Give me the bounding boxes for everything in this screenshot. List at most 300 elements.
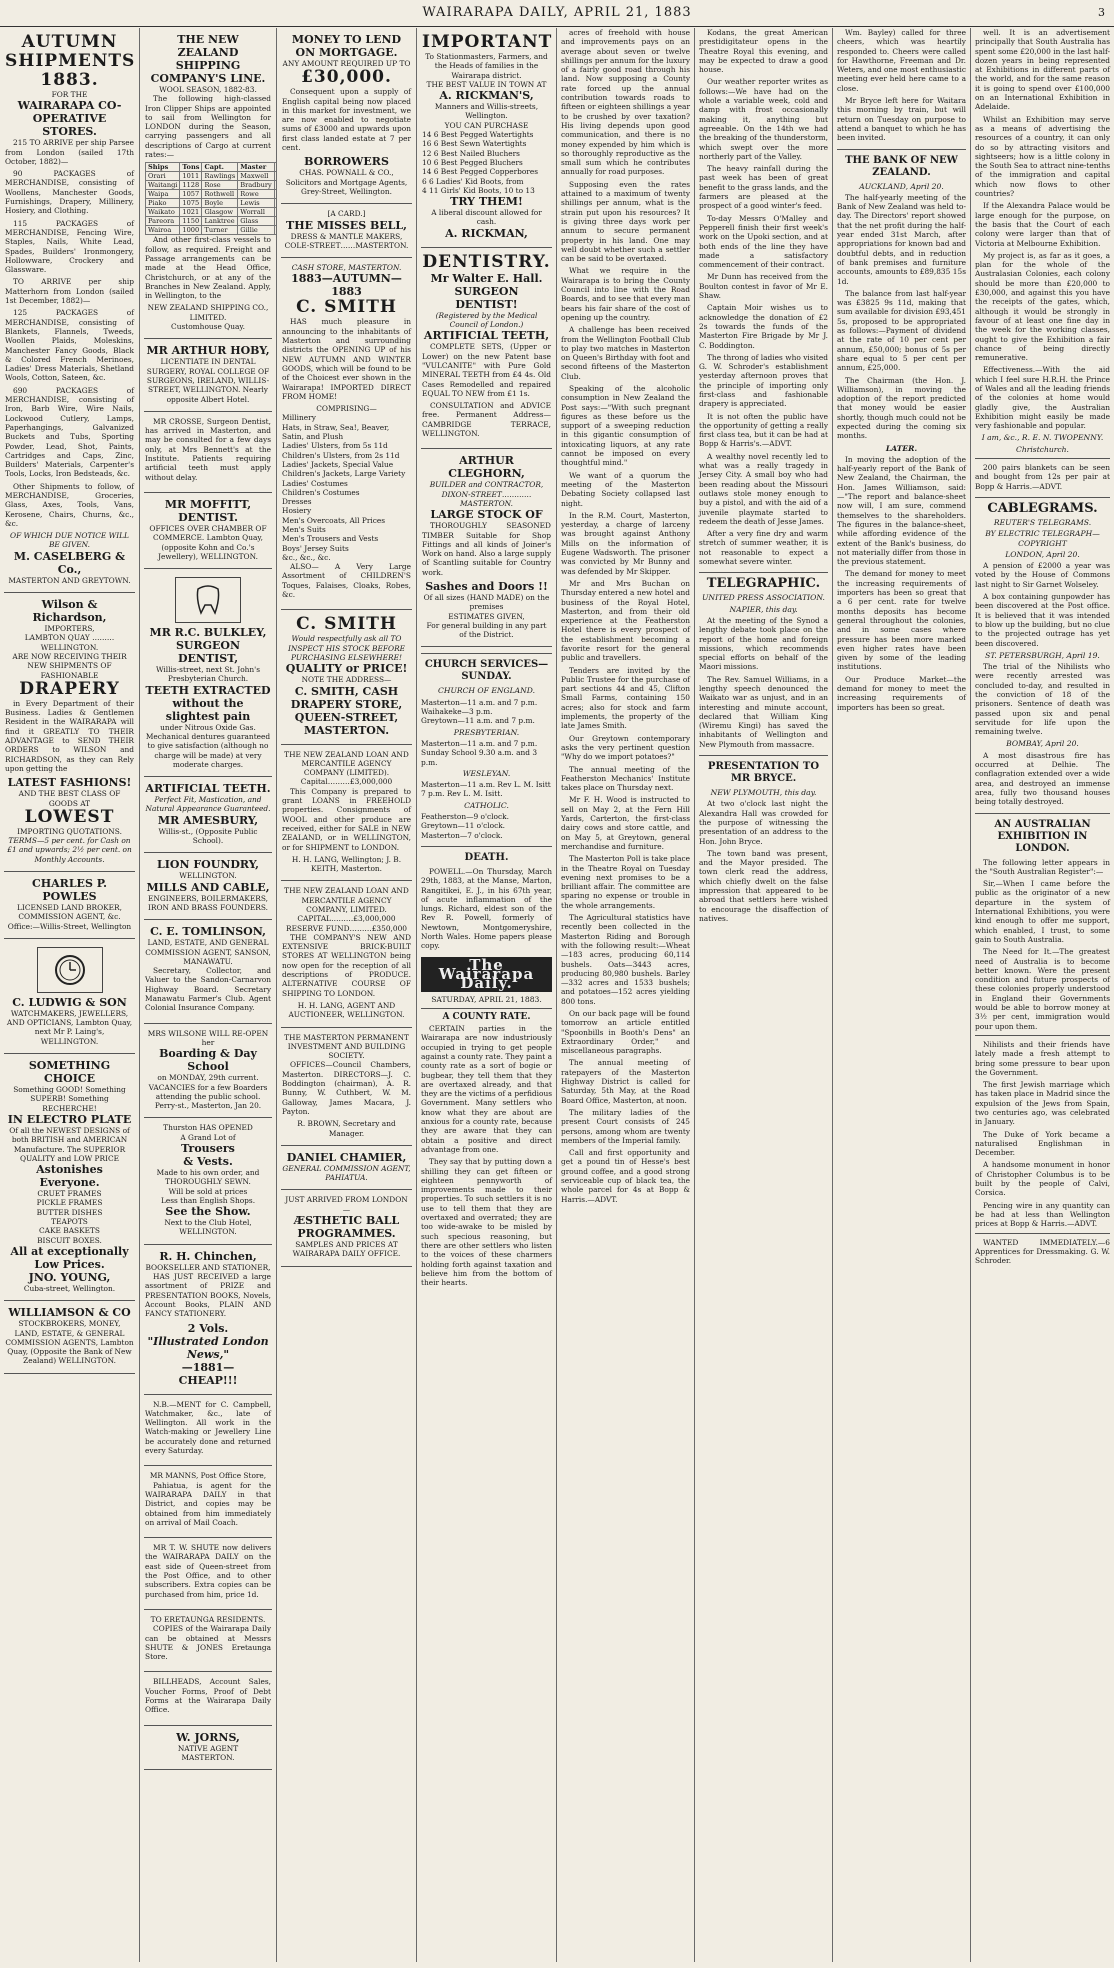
ad-terms: TERMS—5 per cent. for Cash on £1 and upwards; 2½ per cent. on Monthly Accounts.	[7, 836, 132, 864]
ad-date: Perry-st., Masterton, Jan 20.	[154, 1101, 262, 1111]
ad-year: 1883.	[40, 70, 99, 90]
ad-campbell	[144, 1395, 272, 1467]
table-cell: Boyle	[202, 199, 238, 208]
ad-item: 115 PACKAGES of MERCHANDISE, Fencing Wire, Staples, Nails, White Lead, Spades, Builders' Ironmongery, Hollowware, Crockery and Glassware.	[5, 218, 134, 275]
ad-sub: SURGEON DENTIST!	[454, 284, 519, 311]
ad-wilsone-school	[144, 1024, 272, 1119]
ad-title: CASH STORE, MASTERTON.	[291, 263, 402, 273]
ad-c-smith-cash-store	[281, 258, 412, 610]
ad-place: Willis-st., (Opposite Public School).	[158, 826, 258, 846]
ad-thurston	[144, 1118, 272, 1244]
ad-body: MR CROSSE, Surgeon Dentist, has arrived in Masterton, and may be consulted for a few days only, at Mrs Bennett's at the Institute. Patients requiring artificial teeth must apply without delay.	[145, 416, 271, 482]
ad-text: ARE NOW RECEIVING THEIR NEW SHIPMENTS OF FASHIONABLE	[12, 651, 127, 680]
column-3	[277, 28, 417, 1962]
ad-body: BILLHEADS, Account Sales, Voucher Forms, Proof of Debt Forms at the Wairarapa Daily Office.	[145, 1677, 271, 1715]
table-header: Master	[238, 163, 275, 172]
ad-body: WATCHMAKERS, JEWELLERS, AND OPTICIANS, Lambton Quay, next Mr P. Laing's, WELLINGTON.	[6, 1008, 133, 1046]
ad-billheads	[144, 1672, 272, 1725]
table-cell: Piako	[146, 199, 180, 208]
ad-body: Consequent upon a supply of English capital being now placed in this market for investment, we are now enabled to negotiate sums of £3000 and upwards upon first class landed estate at 7 per cent.	[282, 87, 411, 153]
ad-title: Wilson & Richardson,	[32, 598, 107, 625]
masthead: The Wairarapa Daily.	[421, 957, 552, 993]
ad-title: MR ARTHUR HOBY,	[146, 344, 270, 358]
list-item: Children's Costumes	[282, 487, 360, 497]
ad-lowest: LOWEST	[24, 806, 115, 827]
ad-ludwig	[4, 939, 135, 1054]
article-paragraph: After a very fine dry and warm stretch of summer weather, it is not reasonable to expect a somewhat severe winter.	[699, 529, 828, 567]
ad-body: Secretary, Collector, and Valuer to the Sandon-Carnarvon Highway Board. Secretary Manawatu Farmer's Club. Agent Colonial Insurance Company.	[145, 966, 271, 1013]
ad-title: LION FOUNDRY,	[157, 858, 259, 872]
article-paragraph: Mr Dunn has received from the Boulton contest in favor of Mr E. Shaw.	[699, 272, 828, 301]
article-paragraph: 200 pairs blankets can be seen and bought from 12s per pair at Bopp & Harris.—ADVT.	[975, 463, 1110, 491]
smith-items-list	[282, 413, 411, 562]
ad-body: Would respectfully ask all TO INSPECT HIS STOCK BEFORE PURCHASING ELSEWHERE!	[287, 634, 406, 662]
signature-place: Christchurch.	[1016, 444, 1069, 454]
ad-text: YOU CAN PURCHASE	[444, 120, 529, 130]
article-paragraph: Our Produce Market—the demand for money to meet the increasing requirements of importers has been so great.	[837, 674, 966, 712]
ad-line: Will be sold at prices	[168, 1186, 248, 1196]
article-paragraph: The throng of ladies who visited G. W. Schroder's establishment yesterday afternoon proves that the principle of importing only first-class and fashionable drapery is appreciated.	[699, 352, 828, 409]
article-paragraph: Our weather reporter writes as follows:—We have had on the whole a variable week, cold and damp with frost occasionally making it, anything but agreeable. On the 14th we had the breaking of the thunderstorm, which swept over the more northerly part of the Valley.	[699, 77, 828, 161]
article-paragraph: If the Alexandra Palace would be large enough for the purpose, on the basis that the Court of each colony were larger than that of Victoria at Melbourne Exhibition.	[975, 201, 1110, 248]
service-line: Masterton—11 a.m. and 7 p.m.	[421, 738, 538, 748]
article-paragraph: A handsome monument in honor of Christopher Columbus is to be built by the people of Calvi, Corsica.	[975, 1160, 1110, 1198]
ad-company: NEW ZEALAND SHIPPING CO., LIMITED.	[147, 303, 269, 322]
ad-company: WAIRARAPA CO-OPERATIVE STORES.	[17, 99, 122, 139]
article-paragraph: Supposing even the rates attained to a maximum of twenty shillings per annum, what is the strain put upon his resources? It is giving three days work per annum to secure permanent property in his land. One may well doubt whether such a settler can be said to be overtaxed.	[561, 179, 690, 264]
ad-body: To Stationmasters, Farmers, and the Heads of families in the Wairarapa district.	[425, 52, 548, 80]
ad-name: Mr Walter E. Hall.	[430, 271, 543, 285]
list-item: 6 6 Ladies' Kid Boots, from	[422, 176, 524, 186]
ad-body: BUILDER and CONTRACTOR, DIXON-STREET…………MASTERTON.	[429, 480, 544, 508]
ad-title: THE NEW ZEALAND SHIPPING COMPANY'S LINE.	[150, 33, 266, 85]
service-line: Masterton—7 o'clock.	[421, 830, 503, 840]
section-heading: AN AUSTRALIAN EXHIBITION IN LONDON.	[975, 813, 1110, 855]
ad-williamson	[4, 1301, 135, 1373]
ad-body: CONSULTATION and ADVICE free. Permanent Address—CAMBRIDGE TERRACE, WELLINGTON.	[422, 401, 551, 439]
ad-item: PICKLE FRAMES	[36, 1198, 103, 1208]
ad-sub: DRESS & MANTLE MAKERS,	[290, 231, 403, 241]
article-paragraph: At the meeting of the Synod a lengthy debate took place on the report of the home and foreign missions, which recommends special efforts on behalf of the Maori missions.	[699, 615, 828, 672]
table-cell: Glasgow	[202, 208, 238, 217]
ad-moffitt	[144, 493, 272, 569]
ad-title: JUST ARRIVED FROM LONDON—	[285, 1195, 408, 1214]
article-paragraph: The Agricultural statistics have recently been collected in the Masterton Riding and Borough with the following result:—Wheat—183 acres, producing 60,114 bushels. Oats—3443 acres, producing 80,980 bushels. Barley—332 acres and 1533 bushels; and potatoes—152 acres yielding 800 tons.	[561, 913, 690, 1006]
ad-year: —1881—	[181, 1360, 235, 1374]
ad-astonish: Astonishes Everyone.	[36, 1163, 103, 1190]
article-paragraph: The Need for It.—The greatest need of Australia is to become better known. Were the present condition and future prospects of these colonies properly understood in England their Governments would be able to borrow money at 3½ per cent, immigration would pour upon them.	[975, 947, 1110, 1031]
article-paragraph: Call and first opportunity and get a pound tin of Hesse's best ground coffee, and a good strong serviceable cup of black tea, the whole parcel for 4s at Bopp & Harris.—ADVT.	[561, 1148, 690, 1204]
ad-sub: Boarding & Day School	[159, 1047, 257, 1074]
ad-artificial-teeth	[144, 777, 272, 853]
ad-reserve: RESERVE FUND………£350,000	[286, 923, 407, 933]
ad-nz-loan-1	[281, 745, 412, 882]
table-cell: 1011	[180, 172, 202, 181]
table-cell: Rawlings	[202, 172, 238, 181]
ad-place: MASTERTON.	[181, 1752, 235, 1762]
article-body	[561, 28, 690, 1204]
list-item: Men's Overcoats, All Prices	[282, 515, 386, 525]
subheading: REUTER'S TELEGRAMS.	[993, 517, 1092, 527]
ad-line: & Vests.	[183, 1155, 233, 1168]
article-paragraph: A challenge has been received from the Wellington Football Club to play two matches in Masterton on Queen's Birthday with foot and second fifteens of the Masterton Club.	[561, 325, 690, 381]
ad-money-to-lend	[281, 28, 412, 204]
ad-amount: £30,000.	[301, 67, 392, 88]
list-item: Ladies' Ulsters, from 5s 11d	[282, 441, 388, 451]
ad-text: For general building in any part of the District.	[426, 620, 547, 640]
watch-icon	[37, 947, 103, 993]
service-line: 7 p.m. Rev L. M. Isitt.	[421, 789, 503, 799]
table-cell: Maxwell	[238, 172, 275, 181]
ad-title: MRS WILSONE WILL RE-OPEN her	[147, 1028, 269, 1047]
ad-title: MR R.C. BULKLEY, SURGEON DENTIST,	[149, 626, 267, 666]
article-paragraph: well. It is an advertisement principally that South Australia has spent some £20,000 in the last half-dozen years in being represented at Exhibitions in different parts of the world, and for the same reason it is going to spend over £100,000 on an International Exhibition in Adelaide.	[975, 28, 1110, 112]
ad-address: C. SMITH, CASH DRAPERY STORE, QUEEN-STREET, MASTERTON.	[290, 684, 403, 737]
table-row	[146, 226, 278, 235]
article-paragraph: The Masterton Poll is take place in the Theatre Royal on Tuesday evening next promises to be a brilliant affair. The committee are sparing no expense or trouble in the whole arrangements.	[561, 854, 690, 910]
table-row	[146, 208, 278, 217]
ad-rickman	[421, 28, 552, 248]
article-paragraph: What we require in the Wairarapa is to bring the County Council into line with the Road Boards, and to see that every man bears his fair share of the cost of opening up the country.	[561, 266, 690, 322]
ad-line: Made to his own order, and	[156, 1168, 260, 1177]
ad-powles	[4, 872, 135, 939]
ad-line: Thurston HAS OPENED	[163, 1123, 253, 1133]
ad-body: N.B.—MENT for C. Campbell, Watchmaker, &c., late of Wellington. All work in the Watch-making or Jewellery Line be accurately done and returned every Saturday.	[145, 1399, 271, 1456]
dateline: BOMBAY, April 20.	[1006, 739, 1079, 749]
ad-text: ESTIMATES GIVEN,	[448, 611, 525, 621]
subheading: PRESBYTERIAN.	[453, 727, 520, 737]
article-paragraph: The Chairman (the Hon. J. Williamson), in moving the adoption of the report predicted that money would be easier shortly, though much could not be expected during the coming six months.	[837, 375, 966, 441]
ad-place: Cuba-street, Wellington.	[23, 1283, 116, 1293]
ad-name: C. SMITH	[296, 614, 397, 635]
ad-signature: A. RICKMAN'S,	[439, 89, 534, 103]
ad-title: C. E. TOMLINSON,	[150, 925, 266, 939]
church-services	[421, 653, 552, 839]
subheading: BY ELECTRIC TELEGRAPH—COPYRIGHT	[985, 529, 1100, 548]
ad-title: TO ERETAUNGA RESIDENTS.	[150, 1614, 266, 1624]
ad-bulkley	[144, 569, 272, 777]
service-line: Masterton—11 a.m. Rev L. M. Isitt	[421, 780, 551, 790]
article-paragraph: Speaking of the alcoholic consumption in New Zealand the Post says:—"With such pregnant figures as these before us the support of a sweeping reduction in this gigantic consumption of intoxicating liquors, at any rate cannot be imposed on every thoughtful mind."	[561, 383, 690, 468]
section-heading: THE BANK OF NEW ZEALAND.	[837, 149, 966, 179]
ad-body: LICENSED LAND BROKER, COMMISSION AGENT, &c. Office:—Willis-Street, Wellington	[7, 903, 132, 931]
rickman-items-list	[422, 130, 551, 195]
article-paragraph: On our back page will be found tomorrow an article entitled "Spoonbills in Booth's Dens" an Extraordinary Order," and miscellaneous paragraphs.	[561, 1008, 690, 1056]
table-cell: 1075	[180, 199, 202, 208]
ad-place: Next to the Club Hotel, WELLINGTON.	[164, 1218, 252, 1237]
ad-drapery: DRAPERY	[19, 678, 120, 699]
signature: I am, &c., R. E. N. TWOPENNY.	[981, 433, 1104, 443]
table-cell: 1000	[180, 226, 202, 235]
ad-body: The following high-classed Iron Clipper Ships are appointed to sail from Wellington for LONDON during the Season, carrying passengers and all descriptions of Cargo at current rates:—	[145, 94, 271, 160]
ad-line: Trousers	[181, 1142, 235, 1155]
ad-title: DANIEL CHAMIER,	[286, 1150, 407, 1164]
table-cell: 1150	[180, 217, 202, 226]
article-paragraph: The balance from last half-year was £3825 9s 11d, making that sum available for division £93,451 5s, proposed to be appropriated as follows:—Payment of dividend at the rate of 10 per cent per annum, £50,000; bonus of 5s per share equal to 5 per cent per annum, £25,000.	[837, 288, 966, 373]
article-paragraph: In the R.M. Court, Masterton, yesterday, a charge of larceny was brought against Anthony Mills on the information of Eugene Wadsworth. The prisoner was convicted by Mr Bunny and was defended by Mr Skipper.	[561, 510, 690, 576]
ad-text: FOR THE	[51, 90, 88, 99]
ad-cheap: CHEAP!!!	[178, 1373, 238, 1387]
article-paragraph: Sir,—When I came before the public as the originator of a new departure in the system of International Exhibitions, you were kind enough to offer me support, which enabled, I trust, to some gain to South Australia.	[975, 879, 1110, 944]
table-row	[146, 181, 278, 190]
section-heading-cablegrams: CABLEGRAMS.	[975, 497, 1110, 515]
article-paragraph: Our Greytown contemporary asks the very pertinent question "Why do we import potatoes?"	[561, 733, 690, 762]
table-cell: Waikato	[146, 208, 180, 217]
ad-sashes: Sashes and Doors !!	[425, 579, 548, 593]
ad-teeth: TEETH EXTRACTED without the slightest pain	[145, 683, 271, 723]
table-cell: Glass	[238, 217, 275, 226]
ad-signature: JNO. YOUNG,	[28, 1270, 111, 1284]
article-paragraph: It is not often the public have the opportunity of getting a really first class tea, but it can be had at Bopp & Harris's.—ADVT.	[699, 411, 828, 449]
list-item: 12 6 Best Nailed Bluchers	[422, 148, 520, 158]
list-item: 14 6 Best Pegged Watertights	[422, 130, 534, 140]
ships-table	[145, 162, 277, 235]
ad-body: This Company is prepared to grant LOANS in FREEHOLD properties. Consignments of WOOL and other produce are received, either for SALE in NEW ZEALAND, or in WELLINGTON, or for SHIPMENT to LONDON.	[282, 786, 411, 852]
ad-dentistry	[421, 248, 552, 450]
dateline: NEW PLYMOUTH, this day.	[710, 788, 817, 798]
article-paragraph: The half-yearly meeting of the Bank of New Zealand was held to-day. The Directors' report showed that the net profit during the half-year ended 31st March, after appropriations for known bad and doubtful debts, and in reduction of bank premises and furniture accounts, amounts to £89,835 15s 1d.	[837, 192, 966, 286]
table-header-row	[146, 163, 278, 172]
table-row	[146, 172, 278, 181]
list-item: 14 6 Best Pegged Copperbores	[422, 167, 539, 177]
column-8	[971, 28, 1114, 1962]
ad-item: CAKE BASKETS	[39, 1226, 100, 1236]
ad-title: R. H. Chinchen,	[159, 1249, 257, 1263]
column-7	[833, 28, 971, 1962]
ad-hoby	[144, 339, 272, 411]
ad-card: [A CARD.]	[327, 209, 366, 219]
table-cell: Waitangi	[146, 181, 180, 190]
ad-lnews: "Illustrated London News,"	[147, 1334, 269, 1361]
ad-cleghorn	[421, 449, 552, 647]
column-6	[695, 28, 833, 1962]
ad-place: COLE-STREET……MASTERTON.	[284, 240, 409, 250]
dateline: ST. PETERSBURGH, April 19.	[985, 650, 1100, 660]
section-heading-telegraphic: TELEGRAPHIC.	[699, 572, 828, 590]
article-paragraph: Nihilists and their friends have lately made a fresh attempt to bring some pressure to bear upon the Government.	[975, 1039, 1110, 1077]
ad-title: AUTUMN SHIPMENTS	[5, 32, 136, 71]
ad-item: CRUET FRAMES	[37, 1189, 102, 1199]
ad-title: ARTHUR CLEGHORN,	[448, 454, 525, 481]
ad-aesthetic	[281, 1190, 412, 1266]
table-cell: 1128	[180, 181, 202, 190]
ad-place: WELLINGTON.	[179, 871, 237, 881]
list-item: Men's Suits	[282, 524, 326, 534]
list-item: Boys' Jersey Suits	[282, 543, 349, 553]
ad-signature: M. CASELBERG & Co.,	[13, 549, 126, 576]
list-item: 16 6 Best Sewn Watertights	[422, 139, 527, 149]
list-item: 4 11 Girls' Kid Boots, 10 to 13	[422, 185, 535, 195]
dateline: NAPIER, this day.	[729, 604, 798, 614]
article-paragraph: Mr F. H. Wood is instructed to sell on May 2, at the Fern Hill Yards, Carterton, the first-class dairy cows and store cattle, and on May 5, at Greytown, general merchandise and furniture.	[561, 795, 690, 851]
page-header-title: WAIRARAPA DAILY, APRIL 21, 1883	[422, 5, 692, 20]
ad-body: ENGINEERS, BOILERMAKERS, IRON AND BRASS FOUNDERS.	[147, 893, 269, 912]
table-cell: Pareora	[146, 217, 180, 226]
ad-body: Pahiatua, is agent for the WAIRARAPA DAILY in that District, and copies may be obtained from him immediately on arrival of Mail Coach.	[145, 1480, 271, 1527]
ad-place: MASTERTON AND GREYTOWN.	[8, 575, 131, 585]
ad-body: THE COMPANY'S NEW AND EXTENSIVE BRICK-BUILT STORES AT WELLINGTON being now open for the reception of all descriptions of PRODUCE. ALTERNATIVE COURSE OF SHIPPING TO LONDON.	[282, 932, 411, 998]
page-number: 3	[1098, 6, 1106, 19]
death-notice	[421, 846, 552, 951]
ad-item: 90 PACKAGES of MERCHANDISE, consisting of Woollens, Manchester Goods, Furnishings, Drapery, Millinery, Hosiery, and Clothing.	[5, 169, 134, 216]
ad-tomlinson	[144, 920, 272, 1023]
ad-body: HAS JUST RECEIVED a large assortment of PRIZE and PRESENTATION BOOKS, Novels, Account Books, PLAIN AND FANCY STATIONERY.	[145, 1272, 271, 1319]
ad-title: C. LUDWIG & SON	[12, 995, 127, 1009]
subheading: WESLEYAN.	[462, 768, 511, 778]
article-paragraph: The Rev. Samuel Williams, in a lengthy speech denounced the Waikato war as unjust, and in an interesting and minute account, declared that William King (Wiremu Kingi) has saved the inhabitants of Wellington and New Plymouth from massacre.	[699, 674, 828, 749]
subheading: UNITED PRESS ASSOCIATION.	[702, 593, 825, 603]
table-row	[146, 217, 278, 226]
article-paragraph: Wm. Bayley) called for three cheers, which was heartily responded to. Cheers were called for Hawthorne, Freeman and Dr. Weters, and one most enthusiastic meeting ever held here came to a close.	[837, 28, 966, 93]
ad-borrowers: BORROWERS	[304, 155, 389, 169]
ad-body: Perfect Fit, Mastication, and Natural Appearance Guaranteed.	[145, 795, 271, 814]
ad-price: All at exceptionally Low Prices.	[10, 1244, 129, 1271]
ad-body: HAS much pleasure in announcing to the inhabitants of Masterton and surrounding districts the OPENING UP of his NEW AUTUMN AND WINTER GOODS, which will be found to be of the Choicest ever shown in the Wairarapa! IMPORTED DIRECT FROM HOME!	[282, 317, 411, 401]
ad-body: under Nitrous Oxide Gas. Mechanical dentures guaranteed to give satisfaction (although no charge will be made) at very moderate charges.	[145, 722, 271, 769]
table-cell: Turner	[202, 226, 238, 235]
section-heading: CHURCH SERVICES—SUNDAY.	[421, 653, 552, 683]
ad-title: THE NEW ZEALAND LOAN AND MERCANTILE AGENCY COMPANY, LIMITED.	[284, 886, 409, 914]
table-cell: Lanktree	[202, 217, 238, 226]
article-paragraph: The Duke of York became a naturalised Englishman in December.	[975, 1129, 1110, 1158]
article-paragraph: Whilst an Exhibition may serve as a means of advertising the resources of a country, it can only do so by attracting visitors and sightseers; how is a little colony in the South Sea to attract nine-tenths of the immigration and capital which now flows to other countries?	[975, 114, 1110, 199]
ad-text: COMPRISING—	[316, 404, 377, 414]
ad-lion-foundry	[144, 853, 272, 920]
article-paragraph: A wealthy novel recently led to what was a really tragedy in Jersey City. A small boy who had been reading about the Missouri outlaws stole money enough to buy a pistol, and with the aid of a juvenile playmate started to redeem the death of Jesse James.	[699, 451, 828, 526]
ad-misses-bell	[281, 204, 412, 258]
service-line: Greytown—11 o'clock.	[421, 821, 506, 831]
table-cell: 1021	[180, 208, 202, 217]
ad-chamier	[281, 1146, 412, 1191]
service-line: Waihakeke—3 p.m.	[421, 707, 493, 717]
ad-line: A Grand Lot of	[180, 1132, 236, 1142]
ad-line: THOROUGHLY SEWN.	[165, 1177, 251, 1187]
dateline: AUCKLAND, April 20.	[859, 181, 944, 191]
article-paragraph: The military ladies of the present Court consists of 245 persons, among whom are twenty members of the Imperial family.	[561, 1107, 690, 1145]
ad-item: Other Shipments to follow, of MERCHANDISE, Groceries, Glass, Axes, Tools, Vans, Kerosene, Chairs, Churns, &c., &c.	[5, 481, 134, 528]
table-cell: Rowe	[238, 190, 275, 199]
article-paragraph: At two o'clock last night the Alexandra Hall was crowded for the purpose of witnessing the presentation of an address to the Hon. John Bryce.	[699, 799, 828, 846]
ad-title: IN ELECTRO PLATE	[7, 1112, 132, 1126]
ad-text: NOTE THE ADDRESS—	[301, 675, 392, 685]
ad-body: OFFICES—Council Chambers, Masterton. DIRECTORS—J. C. Boddington (chairman), A. R. Bunny, W. Cuthbert, W. M. Galloway, James Macara, J. Payton.	[282, 1060, 411, 1116]
ad-shute	[144, 1538, 272, 1610]
article-paragraph: Kodans, the great American prestidigitateur opens in the Theatre Royal this evening, and may be expected to draw a good house.	[699, 28, 828, 75]
ad-signature: H. H. LANG, Wellington; J. B. KEITH, Masterton.	[291, 854, 402, 874]
list-item: Ladies' Costumes	[282, 478, 348, 488]
ad-line: Less than English Shops.	[160, 1195, 256, 1205]
ad-title: ARTIFICIAL TEETH.	[145, 782, 271, 796]
list-item: &c., &c., &c.	[282, 552, 331, 562]
issue-date: SATURDAY, APRIL 21, 1883.	[421, 995, 552, 1008]
column-4	[417, 28, 557, 1962]
ad-text: (Registered by the Medical Council of London.)	[435, 310, 538, 330]
article-paragraph: CERTAIN parties in the Wairarapa are now industriously occupied in trying to get people against a county rate. They paint a county rate as a sort of bogie or bugbear, they tell them that they are overtaxed already, and that they are the victims of a perfidious Government. Many settlers who know what they are about are anxious for a county rate, because they are aware that they can obtain a positive and direct advantage from one.	[421, 1024, 552, 1154]
wanted-notice: WANTED IMMEDIATELY.—6 Apprentices for Dressmaking. G. W. Schroder.	[975, 1237, 1110, 1266]
ad-title: W. JORNS,	[176, 1730, 240, 1744]
column-2	[140, 28, 277, 1962]
table-cell: Lewis	[238, 199, 275, 208]
ad-crosse	[144, 412, 272, 493]
table-cell: Orari	[146, 172, 180, 181]
service-line: Sunday School 9.30 a.m. and 3 p.m.	[421, 748, 538, 767]
ad-show: See the Show.	[165, 1205, 251, 1219]
ad-autumn-shipments	[4, 28, 135, 593]
article-paragraph: To-day Messrs O'Malley and Pepperell finish their first week's work on the Upoki section, and at both ends of the line they have made a satisfactory commencement of their contract.	[699, 213, 828, 270]
ad-title: SOMETHING CHOICE	[28, 1059, 111, 1086]
article-body	[699, 28, 828, 566]
article-paragraph: The heavy rainfall during the past week has been of great benefit to the grass lands, and the farmers are pleased at the prospect of a good winter's feed.	[699, 164, 828, 211]
article-paragraph: A pension of £2000 a year was voted by the House of Commons last night to Sir Garnet Wolseley.	[975, 561, 1110, 589]
ad-aesthetic: ÆSTHETIC BALL PROGRAMMES.	[293, 1214, 400, 1241]
table-cell: Bradbury	[238, 181, 275, 190]
ad-text: IMPORTING QUOTATIONS.	[17, 826, 122, 836]
ad-name: MILLS AND CABLE,	[146, 880, 270, 894]
ad-place: Solicitors and Mortgage Agents, Grey-Street, Wellington.	[285, 177, 408, 196]
article-paragraph: The first Jewish marriage which has taken place in Madrid since the expulsion of the Jews from Spain, two centuries ago, was celebrated in January.	[975, 1080, 1110, 1127]
ad-wilson-richardson	[4, 593, 135, 872]
ad-manns	[144, 1466, 272, 1538]
ad-title: MR MANNS, Post Office Store,	[149, 1471, 267, 1481]
ad-body: in Every Department of their Business. Ladies & Gentlemen Resident in the WAIRARAPA will find it GREATLY TO THEIR ADVANTAGE to SEND THEIR ORDERS to WILSON and RICHARDSON, as they can Rely upon getting the	[5, 698, 134, 773]
subheading: CHURCH OF ENGLAND.	[438, 686, 535, 696]
ad-body: ALSO— A Very Large Assortment of CHILDREN'S Toques, Falaises, Cloaks, Robes, &c.	[282, 562, 411, 600]
table-cell: Worrall	[238, 208, 275, 217]
ad-body: LAND, ESTATE, AND GENERAL COMMISSION AGENT, SANSON, MANAWATU.	[145, 938, 271, 966]
ad-item: BUTTER DISHES	[36, 1207, 103, 1217]
section-heading: PRESENTATION TO MR BRYCE.	[699, 755, 828, 785]
ad-jorns	[144, 1726, 272, 1771]
ad-name: MR AMESBURY,	[157, 813, 259, 827]
list-item: Hats, in Straw, Sea!, Beaver, Satin, and Plush	[282, 422, 390, 442]
notice-body: POWELL.—On Thursday, March 29th, 1883, at the Manse, Marton, Rangitikei, E. J., in his 67th year, of acute inflammation of the lungs. Richard, eldest son of the Rev R. Powell, formerly of Newtown, Montgomeryshire, North Wales. Home papers please copy.	[421, 866, 552, 951]
article-paragraph: Mr and Mrs Buchan on Thursday entered a new hotel and business of the Royal Hotel, Masterton, and from their old experience at the Featherston Hotel there is every prospect of the establishment becoming a favorite resort for the general public and travellers.	[561, 578, 690, 663]
table-header: Tons	[180, 163, 202, 172]
ad-season: 1883—AUTUMN—1883	[291, 272, 402, 299]
list-item: Dresses	[282, 497, 312, 507]
article-paragraph: Mr Bryce left here for Waitara this morning by train, but will return on Tuesday on purpose to attend a banquet to which he has been invited.	[837, 96, 966, 143]
service-line: Featherston—9 o'clock.	[421, 812, 509, 822]
article-paragraph: The annual meeting of ratepayers of the Masterton Highway District is called for Saturday, 5th May, at the Road Board Office, Masterton, at noon.	[561, 1058, 690, 1105]
ad-body: SAMPLES AND PRICES AT WAIRARAPA DAILY OFFICE.	[292, 1240, 401, 1259]
article-paragraph: In moving the adoption of the half-yearly report of the Bank of New Zealand, the Chairman, the Hon. James Williamson, said:—"The report and balance-sheet now will, I am sure, commend themselves to the shareholders. The figures in the balance-sheet, while affording evidence of the extent of the Bank's business, do not materially differ from those in the previous statement.	[837, 454, 966, 567]
ad-item: TEAPOTS	[51, 1217, 88, 1227]
ad-body: NATIVE AGENT	[177, 1743, 239, 1753]
ad-sub: WOOL SEASON, 1882-83.	[159, 85, 257, 94]
ad-item: BISCUIT BOXES.	[37, 1235, 102, 1245]
ad-title: THE MISSES BELL,	[286, 218, 407, 232]
article-paragraph: The trial of the Nihilists who were recently arrested was concluded to-day, and resulted in the conviction of 18 of the prisoners. Sentence of death was passed upon six and penal servitude for life upon the remaining twelve.	[975, 662, 1110, 737]
ad-title: THE NEW ZEALAND LOAN AND MERCANTILE AGENCY COMPANY (LIMITED).	[284, 749, 409, 778]
ad-art: ARTIFICIAL TEETH,	[423, 329, 550, 343]
ad-sub: ANY AMOUNT REQUIRED UP TO	[282, 59, 411, 68]
ad-title: WILLIAMSON & CO	[8, 1306, 131, 1320]
list-item: 10 6 Best Pegged Bluchers	[422, 157, 523, 167]
ad-eretaunga	[144, 1610, 272, 1672]
ad-body: MR T. W. SHUTE now delivers the WAIRARAPA DAILY on the east side of Queen-street from the Post Office, and to other subscribers. Extra copies can be purchased from him, price 1d.	[145, 1543, 271, 1599]
ad-signature: R. BROWN, Secretary and Manager.	[297, 1119, 396, 1138]
ad-title: IMPORTANT	[422, 32, 553, 52]
article-title: A COUNTY RATE.	[442, 1011, 531, 1022]
list-item: Hosiery	[282, 506, 312, 516]
table-header: Ships	[146, 163, 180, 172]
column-5	[557, 28, 695, 1962]
table-cell: Gillie	[238, 226, 275, 235]
article-paragraph: A box containing gunpowder has been discovered at the Post office. It is believed that it was intended to blow up the building, but no clue to the projected outrage has yet been discovered.	[975, 592, 1110, 648]
ad-latest: LATEST FASHIONS!	[7, 776, 132, 790]
ad-body: THOROUGHLY SEASONED TIMBER Suitable for Shop Fittings and all kinds of Joiner's Work on hand. Also a large supply of Scantling suitable for Country work.	[422, 521, 551, 577]
ad-item: 125 PACKAGES of MERCHANDISE, consisting of Blankets, Flannels, Tweeds, Woollen Plaids, Moleskins, Manchester Fancy Goods, Black & Colored French Merinoes, Ladies' Dress Materials, Shetland Wools, Cotton, Sateen, &c.	[5, 308, 134, 383]
